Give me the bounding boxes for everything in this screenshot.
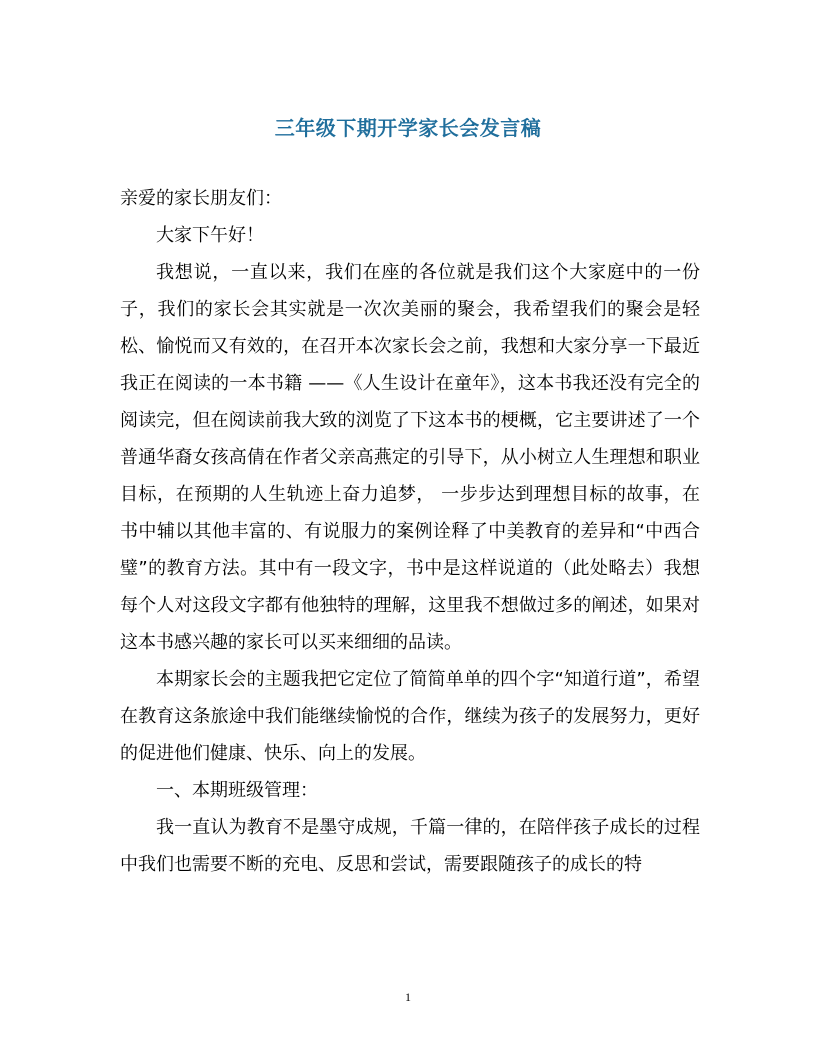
paragraph-greeting: 大家下午好！	[156, 225, 264, 246]
paragraph-book-introduction: 我想说，一直以来，我们在座的各位就是我们这个大家庭中的一份子，我们的家长会其实就是一次次美丽的聚会，我希望我们的聚会是轻松、愉悦而又有效的，在召开本次家长会之前，我想和大家分享一下最近我正在阅读的一本书籍 ——《人生设计在童年》，这本书我还没有完全的阅读完，但在阅读前我大致的浏览了下这本书的梗概，它主要讲述了一个普通华裔女孩高倩在作者父亲高燕定的引导下，从小树立人生理想和职业目标，在预期的人生轨迹上奋力追梦， 一步步达到理想目标的故事，在书中辅以其他丰富的、有说服力的案例诠释了中美教育的差异和“中西合璧”的教育方法。其中有一段文字，书中是这样说道的（此处略去）我想每个人对这段文字都有他独特的理解，这里我不想做过多的阐述，如果对这本书感兴趣的家长可以买来细细的品读。	[120, 262, 700, 653]
page-number: 1	[405, 990, 411, 1004]
document-title: 三年级下期开学家长会发言稿	[274, 116, 542, 140]
document-body	[120, 180, 700, 883]
section-heading-class-management: 一、本期班级管理：	[156, 780, 318, 801]
paragraph-education-philosophy: 我一直认为教育不是墨守成规，千篇一律的，在陪伴孩子成长的过程中我们也需要不断的充电、反思和尝试，需要跟随孩子的成长的特	[120, 817, 700, 875]
paragraph-meeting-theme: 本期家长会的主题我把它定位了简简单单的四个字“知道行道”，希望在教育这条旅途中我们能继续愉悦的合作，继续为孩子的发展努力，更好的促进他们健康、快乐、向上的发展。	[120, 669, 700, 764]
salutation: 亲爱的家长朋友们：	[120, 188, 282, 209]
